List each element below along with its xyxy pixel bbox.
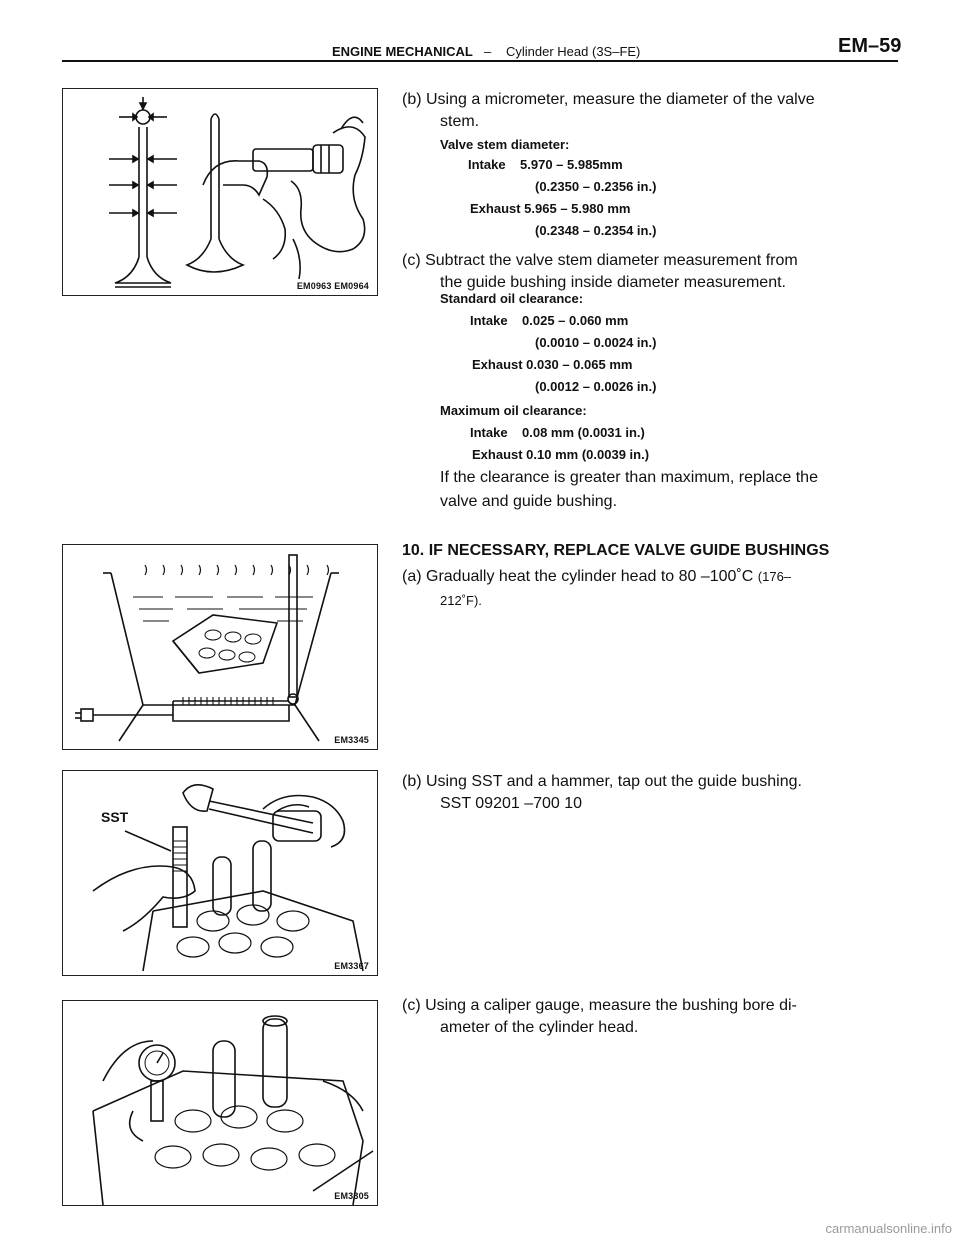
step-b-sst bbox=[402, 771, 892, 815]
step-c-caliper-line2: ameter of the cylinder head. bbox=[440, 1019, 639, 1036]
step-c-line2: the guide bushing inside diameter measurement. bbox=[440, 274, 786, 291]
max-clearance-exhaust: Exhaust 0.10 mm (0.0039 in.) bbox=[472, 447, 650, 462]
std-clearance-intake: Intake 0.025 – 0.060 mm bbox=[470, 313, 629, 328]
max-clearance-intake: Intake 0.08 mm (0.0031 in.) bbox=[470, 425, 645, 440]
step-c-caliper-line1: (c) Using a caliper gauge, measure the bushing bore di- bbox=[402, 997, 797, 1014]
step-b-sst-line1: (b) Using SST and a hammer, tap out the guide bushing. bbox=[402, 773, 802, 790]
page-header bbox=[0, 0, 960, 60]
valve-stem-exhaust-in: (0.2348 – 0.2354 in.) bbox=[535, 223, 657, 238]
valve-stem-intake-in: (0.2350 – 0.2356 in.) bbox=[535, 179, 657, 194]
sst-label: SST bbox=[101, 809, 129, 825]
step-a-line1-text: (a) Gradually heat the cylinder head to 80 –100˚C bbox=[402, 568, 754, 585]
sst-hammer-illustration bbox=[63, 771, 377, 975]
section-title: ENGINE MECHANICAL bbox=[332, 44, 473, 59]
figure-sst-hammer bbox=[62, 770, 378, 976]
heating-tank-illustration bbox=[63, 545, 377, 749]
page-number: EM–59 bbox=[838, 35, 902, 57]
step-a-line1 bbox=[402, 566, 892, 588]
header-separator: – bbox=[484, 44, 492, 59]
step-a-heat bbox=[402, 566, 892, 612]
watermark: carmanualsonline.info bbox=[825, 1221, 952, 1236]
replace-note-line1: If the clearance is greater than maximum, replace the bbox=[440, 469, 818, 486]
step-c-caliper bbox=[402, 995, 892, 1039]
replace-note-line2: valve and guide bushing. bbox=[440, 493, 618, 510]
valve-stem-exhaust: Exhaust 5.965 – 5.980 mm bbox=[470, 201, 631, 216]
caliper-gauge-illustration bbox=[63, 1001, 377, 1205]
std-clearance-exhaust: Exhaust 0.030 – 0.065 mm bbox=[472, 357, 633, 372]
figure-code: EM3345 bbox=[334, 735, 369, 745]
micrometer-illustration bbox=[63, 89, 377, 295]
step-b-line1: (b) Using a micrometer, measure the diameter of the valve bbox=[402, 91, 815, 108]
replace-note bbox=[440, 466, 892, 514]
valve-stem-spec-title: Valve stem diameter: bbox=[440, 137, 570, 152]
step-c-line1: (c) Subtract the valve stem diameter measurement from bbox=[402, 252, 798, 269]
figure-micrometer bbox=[62, 88, 378, 296]
std-clearance-title: Standard oil clearance: bbox=[440, 291, 584, 306]
max-clearance-title: Maximum oil clearance: bbox=[440, 403, 587, 418]
header-rule bbox=[62, 60, 898, 62]
subsection-title: Cylinder Head (3S–FE) bbox=[506, 44, 641, 59]
step-c-clearance bbox=[402, 250, 892, 294]
std-clearance-exhaust-in: (0.0012 – 0.0026 in.) bbox=[535, 379, 657, 394]
figure-code: EM3367 bbox=[334, 961, 369, 971]
valve-stem-intake: Intake 5.970 – 5.985mm bbox=[468, 157, 623, 172]
figure-caliper-gauge bbox=[62, 1000, 378, 1206]
figure-code: EM0963 EM0964 bbox=[296, 281, 369, 291]
step-b-line2: stem. bbox=[440, 113, 480, 130]
step-a-line1-small: (176– bbox=[757, 569, 792, 584]
step-a-line2: 212˚F). bbox=[440, 593, 482, 608]
figure-heating-tank bbox=[62, 544, 378, 750]
step-b-sst-line2: SST 09201 –700 10 bbox=[440, 795, 583, 812]
step-10-heading: 10. IF NECESSARY, REPLACE VALVE GUIDE BUSHINGS bbox=[402, 542, 830, 559]
std-clearance-intake-in: (0.0010 – 0.0024 in.) bbox=[535, 335, 657, 350]
figure-code: EM3305 bbox=[334, 1191, 369, 1201]
step-b-micrometer bbox=[402, 89, 892, 133]
